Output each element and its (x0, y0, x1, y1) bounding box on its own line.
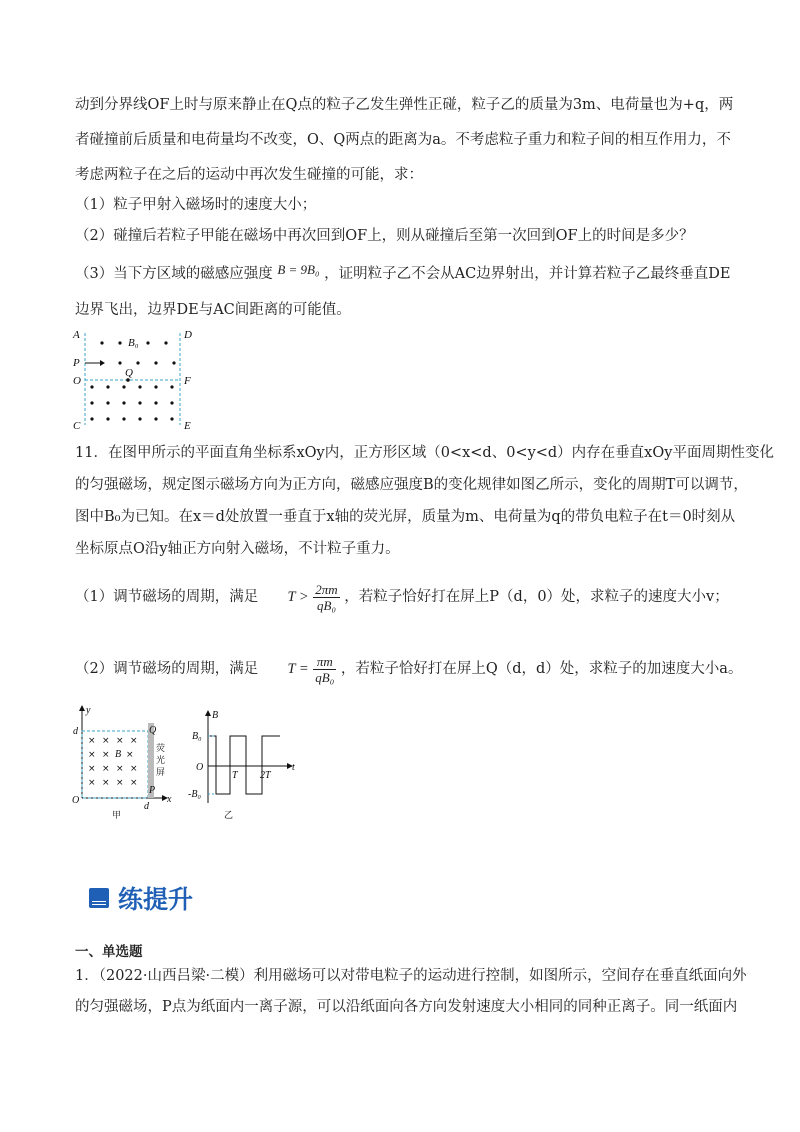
svg-text:×: × (88, 736, 96, 746)
book-icon (88, 887, 110, 909)
p11-question-2 (75, 652, 742, 686)
screen-char-2: 光 (156, 756, 166, 766)
p10-question-3c: 边界飞出，边界DE与AC间距离的可能值。 (75, 302, 351, 318)
p11-q2-fraction (313, 654, 336, 685)
p11-q1-denominator: qB₀ (317, 597, 336, 613)
p10-question-2: （2）碰撞后若粒子甲能在磁场中再次回到OF上，则从碰撞后至第一次回到OF上的时间是多少？ (75, 228, 694, 244)
p11-q1-lhs: T > (287, 589, 309, 605)
label-O: O (73, 375, 81, 387)
p11-q2-text-b: ，若粒子恰好打在屏上Q（d，d）处，求粒子的加速度大小a。 (340, 661, 743, 677)
svg-text:×: × (102, 750, 110, 760)
screen-char-3: 屏 (156, 768, 166, 778)
label-y: y (86, 705, 91, 716)
caption-jia: 甲 (112, 811, 122, 821)
svg-text:×: × (88, 778, 96, 788)
label-O-yi: O (196, 762, 204, 773)
svg-text:×: × (116, 778, 124, 788)
label-B-jia: B (115, 749, 122, 760)
label-B-yi: B (212, 710, 219, 721)
label-t: t (292, 762, 295, 773)
svg-text:×: × (88, 750, 96, 760)
svg-text:×: × (130, 736, 138, 746)
label-E: E (184, 420, 191, 432)
square-wave (208, 736, 280, 794)
screen-char-1: 荧 (156, 744, 166, 754)
section-q1-line-1: 1．（2022·山西吕梁·二模）利用磁场可以对带电粒子的运动进行控制，如图所示，空间存在垂直纸面向外 (75, 968, 747, 984)
q3-text-a: （3）当下方区域的磁感应强度 (75, 266, 273, 282)
p10-line-1: 动到分界线OF上时与原来静止在Q点的粒子乙发生弹性正碰，粒子乙的质量为3m、电荷量也为+q，两 (75, 97, 734, 113)
arrow-head-icon (100, 360, 105, 366)
label-D: D (184, 329, 192, 341)
p11-line-1: 11．在图甲所示的平面直角坐标系xOy内，正方形区域（0<x<d、0<y<d）内存在垂直xOy平面周期性变化 (75, 445, 774, 461)
field-dots (90, 341, 175, 420)
figure-jia (70, 703, 180, 823)
section-q1-line-2: 的匀强磁场，P点为纸面内一离子源，可以沿纸面向各方向发射速度大小相同的同种正离子。同一纸面内 (75, 999, 738, 1015)
p11-q1-text-a: （1）调节磁场的周期，满足 (75, 589, 259, 605)
p10-question-1: （1）粒子甲射入磁场时的速度大小； (75, 197, 317, 213)
label-negB0: -B₀ (188, 789, 201, 800)
label-P: P (73, 357, 80, 369)
svg-text:×: × (102, 778, 110, 788)
p11-question-1 (75, 580, 729, 614)
q3-formula: B = 9B₀ (277, 262, 320, 277)
label-Q: Q (125, 367, 133, 379)
label-C: C (73, 420, 81, 432)
figure-10 (70, 325, 200, 437)
label-A: A (73, 329, 80, 341)
svg-text:×: × (88, 764, 96, 774)
section-heading (88, 880, 193, 916)
p11-q1-text-b: ，若粒子恰好打在屏上P（d，0）处，求粒子的速度大小v； (344, 589, 729, 605)
B-arrow-icon (205, 710, 211, 716)
svg-text:×: × (102, 736, 110, 746)
svg-text:×: × (116, 736, 124, 746)
label-d-y: d (73, 726, 78, 737)
svg-text:×: × (126, 750, 134, 760)
p11-q2-numerator: πm (313, 654, 336, 670)
p10-question-3a (75, 260, 730, 284)
p11-q1-fraction (313, 582, 339, 613)
caption-yi: 乙 (224, 811, 234, 821)
p10-line-3: 考虑两粒子在之后的运动中再次发生碰撞的可能，求： (75, 167, 423, 183)
q3-text-b: ，证明粒子乙不会从AC边界射出，并计算若粒子乙最终垂直DE (324, 266, 731, 282)
p11-line-3: 图中B₀为已知。在x＝d处放置一垂直于x轴的荧光屏，质量为m、电荷量为q的带负电粒子在t＝0时刻从 (75, 509, 736, 525)
svg-text:×: × (116, 764, 124, 774)
label-2T: 2T (260, 770, 271, 781)
label-O-jia: O (72, 795, 80, 806)
label-d-x: d (144, 801, 149, 812)
p11-line-4: 坐标原点O沿y轴正方向射入磁场，不计粒子重力。 (75, 541, 400, 557)
p11-q1-numerator: 2πm (315, 581, 338, 597)
label-Q-jia: Q (149, 725, 157, 736)
label-F: F (184, 375, 191, 387)
section-title: 练提升 (118, 885, 194, 914)
p11-q2-lhs: T = (287, 661, 309, 677)
y-arrow-icon (79, 705, 85, 711)
subsection-title: 一、单选题 (75, 944, 143, 960)
p10-line-2: 者碰撞前后质量和电荷量均不改变，O、Q两点的距离为a。不考虑粒子重力和粒子间的相互作用力，不 (75, 132, 731, 148)
figure-yi (188, 708, 300, 828)
label-x: x (167, 794, 172, 805)
p11-q2-text-a: （2）调节磁场的周期，满足 (75, 661, 259, 677)
p11-line-2: 的匀强磁场，规定图示磁场方向为正方向，磁感应强度B的变化规律如图乙所示，变化的周期T可以调节， (75, 477, 748, 493)
label-B0-yi: B₀ (192, 731, 202, 742)
label-T: T (232, 770, 238, 781)
label-P-jia: P (149, 785, 156, 796)
svg-text:×: × (130, 764, 138, 774)
p11-q2-denominator: qB₀ (315, 669, 335, 685)
label-B0: B₀ (128, 337, 139, 349)
svg-text:×: × (130, 778, 138, 788)
svg-text:×: × (102, 764, 110, 774)
